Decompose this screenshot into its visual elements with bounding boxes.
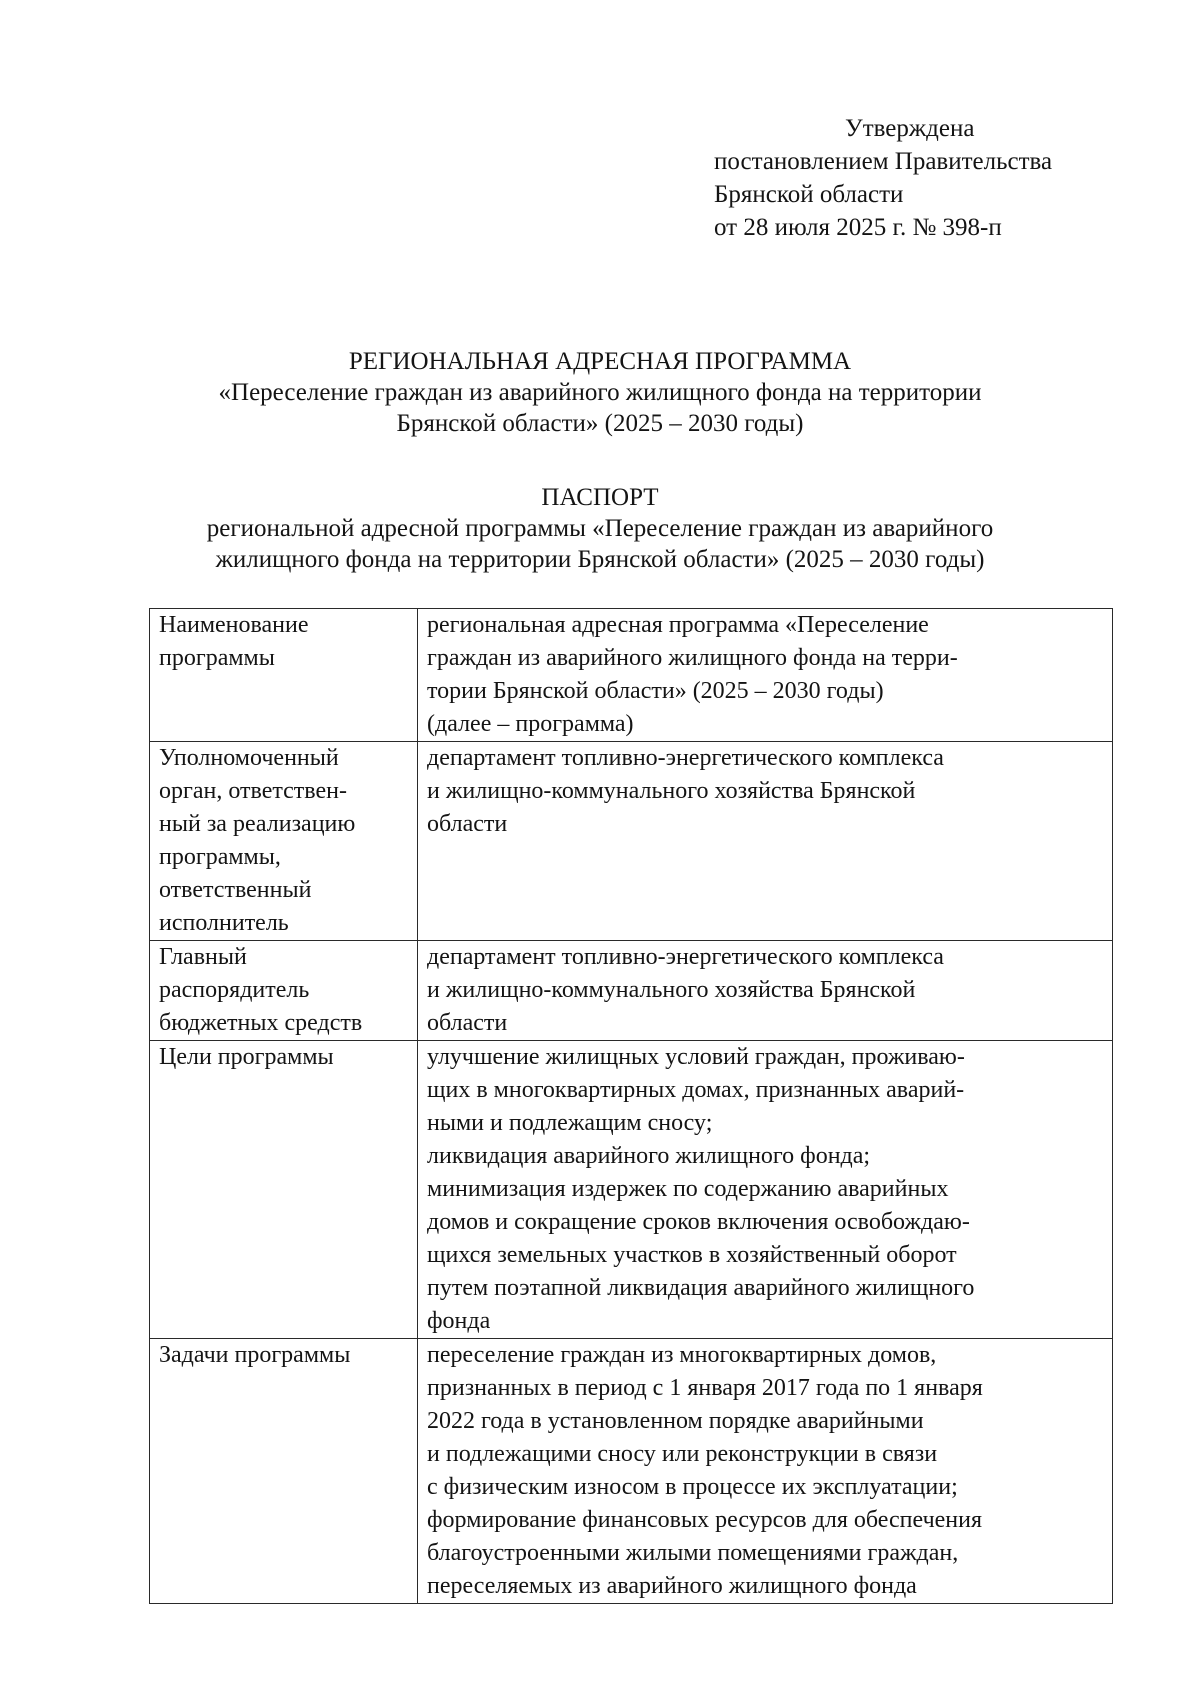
row-value-line: минимизация издержек по содержанию аварийных bbox=[427, 1176, 949, 1202]
row-value-cell bbox=[418, 742, 1113, 941]
row-label-cell bbox=[150, 742, 418, 941]
approval-line: Утверждена bbox=[845, 115, 975, 142]
row-value-cell bbox=[418, 1041, 1113, 1339]
approval-line: от 28 июля 2025 г. № 398-п bbox=[714, 214, 1002, 241]
row-label-line: Уполномоченный bbox=[159, 745, 339, 771]
table-row bbox=[150, 1339, 1113, 1604]
row-label-line: Главный bbox=[159, 944, 247, 970]
row-value-line: тории Брянской области» (2025 – 2030 годы) bbox=[427, 678, 884, 704]
row-value-line: переселение граждан из многоквартирных домов, bbox=[427, 1342, 937, 1368]
approval-stamp bbox=[714, 112, 1174, 244]
program-title-line: РЕГИОНАЛЬНАЯ АДРЕСНАЯ ПРОГРАММА bbox=[348, 348, 852, 375]
row-value-line: департамент топливно-энергетического комплекса bbox=[427, 745, 944, 771]
row-value-line: области bbox=[427, 811, 508, 837]
row-value-line: (далее – программа) bbox=[427, 711, 634, 737]
row-label-line: ный за реализацию bbox=[159, 811, 356, 837]
row-label-line: программы bbox=[159, 645, 275, 671]
row-value-line: с физическим износом в процессе их эксплуатации; bbox=[427, 1474, 958, 1500]
row-value-line: формирование финансовых ресурсов для обеспечения bbox=[427, 1507, 983, 1533]
row-value-line: и подлежащими сносу или реконструкции в связи bbox=[427, 1441, 938, 1467]
row-label-line: программы, bbox=[159, 844, 281, 870]
approval-line: Брянской области bbox=[714, 181, 904, 208]
row-value-line: фонда bbox=[427, 1308, 491, 1334]
row-label-line: Задачи программы bbox=[159, 1342, 351, 1368]
passport-table-body bbox=[150, 609, 1113, 1604]
passport-title-line: жилищного фонда на территории Брянской области» (2025 – 2030 годы) bbox=[215, 546, 985, 573]
row-label-line: распорядитель bbox=[159, 977, 310, 1003]
row-value-cell bbox=[418, 941, 1113, 1041]
row-value-line: ными и подлежащим сносу; bbox=[427, 1110, 713, 1136]
table-row bbox=[150, 1041, 1113, 1339]
table-row bbox=[150, 609, 1113, 742]
row-value-line: переселяемых из аварийного жилищного фонда bbox=[427, 1573, 917, 1599]
row-value-line: домов и сокращение сроков включения освобождаю- bbox=[427, 1209, 970, 1235]
row-value-line: ликвидация аварийного жилищного фонда; bbox=[427, 1143, 871, 1169]
row-label-cell bbox=[150, 1339, 418, 1604]
row-value-line: граждан из аварийного жилищного фонда на терри- bbox=[427, 645, 958, 671]
row-value-line: и жилищно-коммунального хозяйства Брянской bbox=[427, 778, 916, 804]
row-value-line: департамент топливно-энергетического комплекса bbox=[427, 944, 944, 970]
row-value-line: благоустроенными жилыми помещениями граждан, bbox=[427, 1540, 959, 1566]
row-value-line: признанных в период с 1 января 2017 года по 1 января bbox=[427, 1375, 983, 1401]
row-label-line: ответственный bbox=[159, 877, 312, 903]
row-label-cell bbox=[150, 1041, 418, 1339]
row-value-line: щихся земельных участков в хозяйственный оборот bbox=[427, 1242, 957, 1268]
passport-title bbox=[0, 482, 1200, 575]
row-value-cell bbox=[418, 1339, 1113, 1604]
row-label-line: исполнитель bbox=[159, 910, 289, 936]
row-label-line: орган, ответствен- bbox=[159, 778, 347, 804]
program-title-line: «Переселение граждан из аварийного жилищного фонда на территории bbox=[218, 379, 982, 406]
program-title bbox=[0, 346, 1200, 439]
row-value-line: путем поэтапной ликвидация аварийного жилищного bbox=[427, 1275, 975, 1301]
program-title-line: Брянской области» (2025 – 2030 годы) bbox=[396, 410, 804, 437]
row-label-line: Наименование bbox=[159, 612, 309, 638]
row-value-line: щих в многоквартирных домах, признанных аварий- bbox=[427, 1077, 965, 1103]
row-value-line: улучшение жилищных условий граждан, проживаю- bbox=[427, 1044, 965, 1070]
row-value-line: и жилищно-коммунального хозяйства Брянской bbox=[427, 977, 916, 1003]
row-label-line: Цели программы bbox=[159, 1044, 334, 1070]
passport-table bbox=[149, 608, 1113, 1604]
passport-heading: ПАСПОРТ bbox=[541, 484, 659, 511]
row-value-line: 2022 года в установленном порядке аварийными bbox=[427, 1408, 924, 1434]
row-label-cell bbox=[150, 609, 418, 742]
table-row bbox=[150, 941, 1113, 1041]
row-label-line: бюджетных средств bbox=[159, 1010, 363, 1036]
row-value-line: области bbox=[427, 1010, 508, 1036]
row-label-cell bbox=[150, 941, 418, 1041]
row-value-cell bbox=[418, 609, 1113, 742]
passport-title-line: региональной адресной программы «Переселение граждан из аварийного bbox=[206, 515, 994, 542]
table-row bbox=[150, 742, 1113, 941]
approval-line: постановлением Правительства bbox=[714, 148, 1053, 175]
row-value-line: региональная адресная программа «Переселение bbox=[427, 612, 929, 638]
